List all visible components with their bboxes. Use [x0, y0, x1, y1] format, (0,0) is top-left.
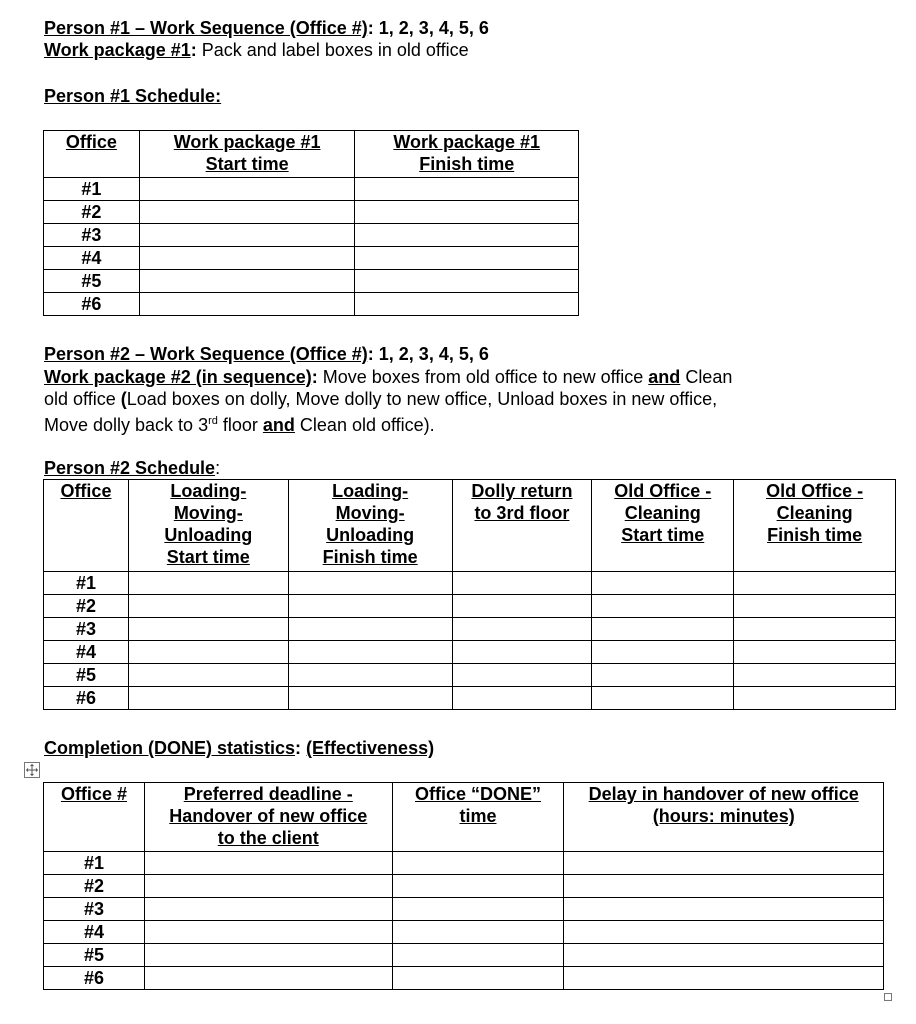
person1-table-row-label: #3 [44, 224, 140, 247]
person1-table-row [44, 178, 579, 201]
person2-table-row-label: #4 [44, 641, 129, 664]
person2-sequence-label: Person #2 – Work Sequence (Office #) [44, 344, 368, 364]
person2-table-cell[interactable] [288, 687, 452, 710]
person2-table-header-2-line-0: Loading- [332, 481, 409, 501]
completion-table-row-label: #3 [44, 898, 145, 921]
completion-table-row-label: #6 [44, 967, 145, 990]
completion-table-cell[interactable] [392, 967, 564, 990]
person2-table-header-3-line-1: to 3rd floor [474, 503, 570, 523]
completion-table-row-label: #1 [44, 852, 145, 875]
person2-table-cell[interactable] [734, 687, 896, 710]
person2-workpackage-text3c: Clean old office). [294, 415, 435, 435]
person1-table-cell[interactable] [139, 201, 355, 224]
person2-table-cell[interactable] [288, 572, 452, 595]
completion-table-cell[interactable] [144, 944, 392, 967]
person2-table-header-5-line-0: Old Office - [766, 481, 864, 501]
person2-table-header-2 [288, 480, 452, 572]
completion-table-header-2-line-0: Office “DONE” [414, 784, 542, 804]
person1-table-header-0-line-0: Office [65, 132, 117, 152]
person2-table-cell[interactable] [734, 641, 896, 664]
person2-table-cell[interactable] [288, 595, 452, 618]
person2-table-header-1-line-0: Loading- [170, 481, 247, 501]
person2-table-row [44, 595, 896, 618]
person2-workpackage-text1b: Clean [680, 367, 733, 387]
person1-workpackage-line [44, 39, 469, 61]
person1-table-row-label: #6 [44, 293, 140, 316]
person2-workpackage-line1 [44, 366, 732, 388]
completion-table-header-1 [144, 783, 392, 852]
completion-table-cell[interactable] [564, 875, 884, 898]
completion-table-cell[interactable] [144, 875, 392, 898]
person2-table-header-0-line-0: Office [60, 481, 112, 501]
completion-table-cell[interactable] [392, 875, 564, 898]
person2-schedule-heading-line [44, 457, 220, 479]
person2-workpackage-label: Work package #2 (in sequence) [44, 367, 312, 387]
person2-table-header-2-line-3: Finish time [322, 547, 418, 567]
completion-table-row-label: #4 [44, 921, 145, 944]
person2-workpackage-text3a: Move dolly back to 3 [44, 415, 209, 435]
person2-workpackage-sup: rd [208, 415, 218, 427]
person2-table-header-5-line-2: Finish time [767, 525, 863, 545]
person2-table-cell[interactable] [128, 572, 288, 595]
person2-table-cell[interactable] [128, 687, 288, 710]
person2-table-cell[interactable] [592, 641, 734, 664]
person2-table-row-label: #1 [44, 572, 129, 595]
completion-table-row-label: #2 [44, 875, 145, 898]
person1-table-cell[interactable] [355, 293, 579, 316]
person2-table-cell[interactable] [288, 641, 452, 664]
person2-table-cell[interactable] [452, 595, 592, 618]
completion-table-cell[interactable] [144, 921, 392, 944]
person1-table-header-2 [355, 131, 579, 178]
person2-table-header-1-line-1: Moving- [173, 503, 243, 523]
person1-sequence-value: : 1, 2, 3, 4, 5, 6 [367, 18, 489, 38]
completion-table-cell[interactable] [392, 852, 564, 875]
person2-table-row [44, 641, 896, 664]
person1-workpackage-colon: : [190, 40, 197, 60]
person2-table-cell[interactable] [734, 572, 896, 595]
completion-table-cell[interactable] [564, 898, 884, 921]
person1-table-row [44, 293, 579, 316]
person2-table-header-4-line-0: Old Office - [614, 481, 712, 501]
completion-table-row-label: #5 [44, 944, 145, 967]
person2-table-cell[interactable] [128, 664, 288, 687]
person1-table-row-label: #4 [44, 247, 140, 270]
person2-table-header-2-line-2: Unloading [326, 525, 415, 545]
person2-table-cell[interactable] [128, 641, 288, 664]
completion-table-header-0-line-0: Office # [60, 784, 127, 804]
person2-table-cell[interactable] [288, 618, 452, 641]
completion-heading-paren: (Effectiveness) [306, 738, 435, 758]
person2-table-row-label: #5 [44, 664, 129, 687]
completion-table-header-row [44, 783, 884, 852]
person2-table-row-label: #2 [44, 595, 129, 618]
person1-table-header-row [44, 131, 579, 178]
person2-schedule-colon: : [215, 458, 221, 478]
person2-table-header-0 [44, 480, 129, 572]
person1-table-cell[interactable] [139, 178, 355, 201]
person2-table-header-row [44, 480, 896, 572]
completion-table-header-2-line-1: time [459, 806, 497, 826]
person2-table-header-4 [592, 480, 734, 572]
person2-table-header-3 [452, 480, 592, 572]
person1-table-cell[interactable] [355, 224, 579, 247]
person1-sequence-label: Person #1 – Work Sequence (Office #) [44, 18, 368, 38]
completion-table-cell[interactable] [392, 921, 564, 944]
completion-table-row [44, 852, 884, 875]
person1-workpackage-text: Pack and label boxes in old office [196, 40, 469, 60]
person1-table-row-label: #2 [44, 201, 140, 224]
person2-sequence-line [44, 343, 489, 365]
person2-schedule-table [43, 479, 896, 710]
person2-table-row [44, 618, 896, 641]
completion-table-header-1-line-1: Handover of new office [169, 806, 368, 826]
completion-table-row [44, 898, 884, 921]
person1-workpackage-label: Work package #1 [44, 40, 191, 60]
completion-table [43, 782, 884, 990]
person1-table-cell[interactable] [139, 293, 355, 316]
completion-table-header-0 [44, 783, 145, 852]
person1-table-cell[interactable] [139, 247, 355, 270]
completion-table-header-3 [564, 783, 884, 852]
person1-table-cell[interactable] [139, 224, 355, 247]
completion-table-cell[interactable] [144, 852, 392, 875]
person1-table-header-1-line-1: Start time [205, 154, 289, 174]
person2-table-cell[interactable] [592, 687, 734, 710]
completion-table-cell[interactable] [564, 967, 884, 990]
person2-workpackage-and1: and [648, 367, 681, 387]
person2-table-cell[interactable] [452, 687, 592, 710]
person1-table-cell[interactable] [355, 247, 579, 270]
completion-table-row [44, 921, 884, 944]
person1-table-row [44, 270, 579, 293]
person2-table-cell[interactable] [452, 641, 592, 664]
person2-workpackage-colon: : [311, 367, 318, 387]
person2-workpackage-line2 [44, 388, 717, 410]
completion-table-row [44, 875, 884, 898]
person1-schedule-heading: Person #1 Schedule: [44, 86, 222, 106]
person1-table-header-1-line-0: Work package #1 [173, 132, 321, 152]
person1-table-cell[interactable] [355, 201, 579, 224]
completion-table-header-1-line-2: to the client [217, 828, 319, 848]
person2-table-header-1 [128, 480, 288, 572]
person2-table-row-label: #3 [44, 618, 129, 641]
completion-table-cell[interactable] [144, 967, 392, 990]
move-arrows-icon [26, 764, 38, 776]
person1-sequence-line [44, 17, 489, 39]
person1-table-cell[interactable] [139, 270, 355, 293]
completion-table-cell[interactable] [144, 898, 392, 921]
person2-table-cell[interactable] [734, 595, 896, 618]
person2-table-cell[interactable] [592, 618, 734, 641]
person1-table-row-label: #1 [44, 178, 140, 201]
completion-table-row [44, 944, 884, 967]
person2-table-cell[interactable] [452, 618, 592, 641]
person2-table-cell[interactable] [128, 595, 288, 618]
person1-table-row [44, 224, 579, 247]
person2-table-cell[interactable] [452, 664, 592, 687]
person1-table-row [44, 201, 579, 224]
completion-heading-colon: : [295, 738, 307, 758]
person2-table-row-label: #6 [44, 687, 129, 710]
person2-table-header-4-line-2: Start time [621, 525, 705, 545]
completion-table-cell[interactable] [392, 944, 564, 967]
completion-heading-line [44, 737, 434, 759]
person2-table-header-5-line-1: Cleaning [776, 503, 853, 523]
completion-table-header-2 [392, 783, 564, 852]
person1-table-header-1 [139, 131, 355, 178]
person2-table-cell[interactable] [734, 618, 896, 641]
person2-workpackage-and2: and [262, 415, 295, 435]
person2-table-cell[interactable] [128, 618, 288, 641]
person2-table-header-1-line-3: Start time [166, 547, 250, 567]
person1-table-header-0 [44, 131, 140, 178]
person2-workpackage-text1a: Move boxes from old office to new office [317, 367, 649, 387]
completion-table-header-3-line-0: Delay in handover of new office [588, 784, 859, 804]
move-icon[interactable] [24, 762, 40, 778]
person2-table-cell[interactable] [592, 572, 734, 595]
person1-table-header-2-line-0: Work package #1 [393, 132, 541, 152]
completion-table-cell[interactable] [564, 852, 884, 875]
person2-table-cell[interactable] [592, 664, 734, 687]
person2-workpackage-paren: ( [120, 389, 127, 409]
person2-table-cell[interactable] [592, 595, 734, 618]
completion-table-cell[interactable] [392, 898, 564, 921]
person1-table-row-label: #5 [44, 270, 140, 293]
person2-workpackage-text3b: floor [217, 415, 263, 435]
person2-workpackage-text2b: Load boxes on dolly, Move dolly to new office, Unload boxes in new office, [126, 389, 718, 409]
person2-workpackage-line3 [44, 410, 435, 436]
person1-table-header-2-line-1: Finish time [419, 154, 515, 174]
person2-table-header-1-line-2: Unloading [164, 525, 253, 545]
person2-table-cell[interactable] [288, 664, 452, 687]
person1-table-cell[interactable] [355, 270, 579, 293]
resize-handle-icon[interactable] [884, 993, 892, 1001]
person2-table-cell[interactable] [734, 664, 896, 687]
completion-table-header-1-line-0: Preferred deadline - [183, 784, 353, 804]
person1-table-row [44, 247, 579, 270]
person2-table-cell[interactable] [452, 572, 592, 595]
person1-schedule-table [43, 130, 579, 316]
completion-table-row [44, 967, 884, 990]
person1-table-cell[interactable] [355, 178, 579, 201]
person2-table-row [44, 687, 896, 710]
person2-table-header-4-line-1: Cleaning [624, 503, 701, 523]
completion-heading-label: Completion (DONE) statistics [44, 738, 296, 758]
person2-workpackage-text2a: old office [44, 389, 121, 409]
completion-table-cell[interactable] [564, 921, 884, 944]
person2-table-header-3-line-0: Dolly return [471, 481, 573, 501]
person2-table-row [44, 572, 896, 595]
person2-table-header-5 [734, 480, 896, 572]
person2-table-header-2-line-1: Moving- [335, 503, 405, 523]
person2-schedule-heading: Person #2 Schedule [44, 458, 216, 478]
completion-table-header-3-line-1: (hours: minutes) [652, 806, 795, 826]
person2-sequence-value: : 1, 2, 3, 4, 5, 6 [367, 344, 489, 364]
completion-table-cell[interactable] [564, 944, 884, 967]
person2-table-row [44, 664, 896, 687]
